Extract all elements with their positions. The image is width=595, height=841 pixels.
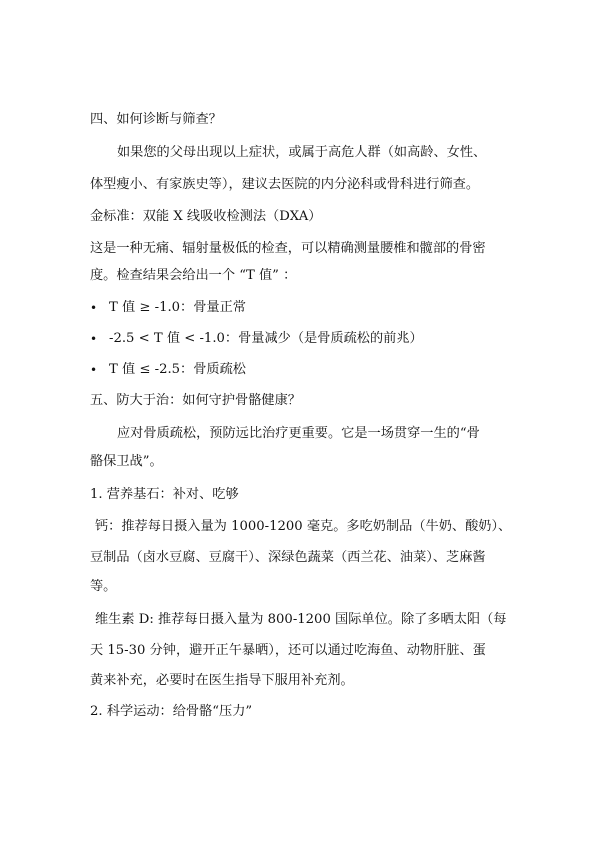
exercise-item-title: 2. 科学运动：给骨骼“压力” <box>90 704 253 719</box>
calcium-text-line2: 豆制品（卤水豆腐、豆腐干）、深绿色蔬菜（西兰花、油菜）、芝麻酱 <box>90 550 486 565</box>
section4-heading: 四、如何诊断与筛查？ <box>90 112 222 127</box>
dxa-description-line2: 度。检查结果会给出一个 “T 值” ： <box>90 268 297 283</box>
t-score-normal-item: T 值 ≥ -1.0：骨量正常 <box>109 300 246 315</box>
t-score-osteoporosis-item: T 值 ≤ -2.5：骨质疏松 <box>109 362 246 377</box>
bullet-icon: • <box>90 301 98 315</box>
vitamin-d-text-line1: 维生素 D: 推荐每日摄入量为 800-1200 国际单位。除了多晒太阳（每 <box>95 612 507 627</box>
section5-intro-line2: 骼保卫战”。 <box>90 454 163 469</box>
section5-heading: 五、防大于治：如何守护骨骼健康？ <box>90 393 301 408</box>
gold-standard-text: 金标准：双能 X 线吸收检测法（DXA） <box>90 209 322 224</box>
dxa-description-line1: 这是一种无痛、辐射量极低的检查，可以精确测量腰椎和髋部的骨密 <box>90 241 486 256</box>
vitamin-d-text-line3: 黄来补充，必要时在医生指导下服用补充剂。 <box>90 673 354 688</box>
calcium-text-line1: 钙：推荐每日摄入量为 1000-1200 毫克。多吃奶制品（牛奶、酸奶）、 <box>95 519 512 534</box>
nutrition-item-title: 1. 营养基石：补对、吃够 <box>90 487 239 502</box>
section4-paragraph-line1: 如果您的父母出现以上症状，或属于高危人群（如高龄、女性、 <box>117 145 487 160</box>
calcium-text-line3: 等。 <box>90 579 117 594</box>
section5-intro-line1: 应对骨质疏松，预防远比治疗更重要。它是一场贯穿一生的“骨 <box>117 426 480 441</box>
section4-paragraph-line2: 体型瘦小、有家族史等），建议去医院的内分泌科或骨科进行筛查。 <box>90 177 480 192</box>
t-score-osteopenia-item: -2.5 < T 值 < -1.0：骨量减少（是骨质疏松的前兆） <box>109 331 423 346</box>
vitamin-d-text-line2: 天 15-30 分钟，避开正午暴晒），还可以通过吃海鱼、动物肝脏、蛋 <box>90 643 486 658</box>
bullet-icon: • <box>90 332 98 346</box>
bullet-icon: • <box>90 363 98 377</box>
